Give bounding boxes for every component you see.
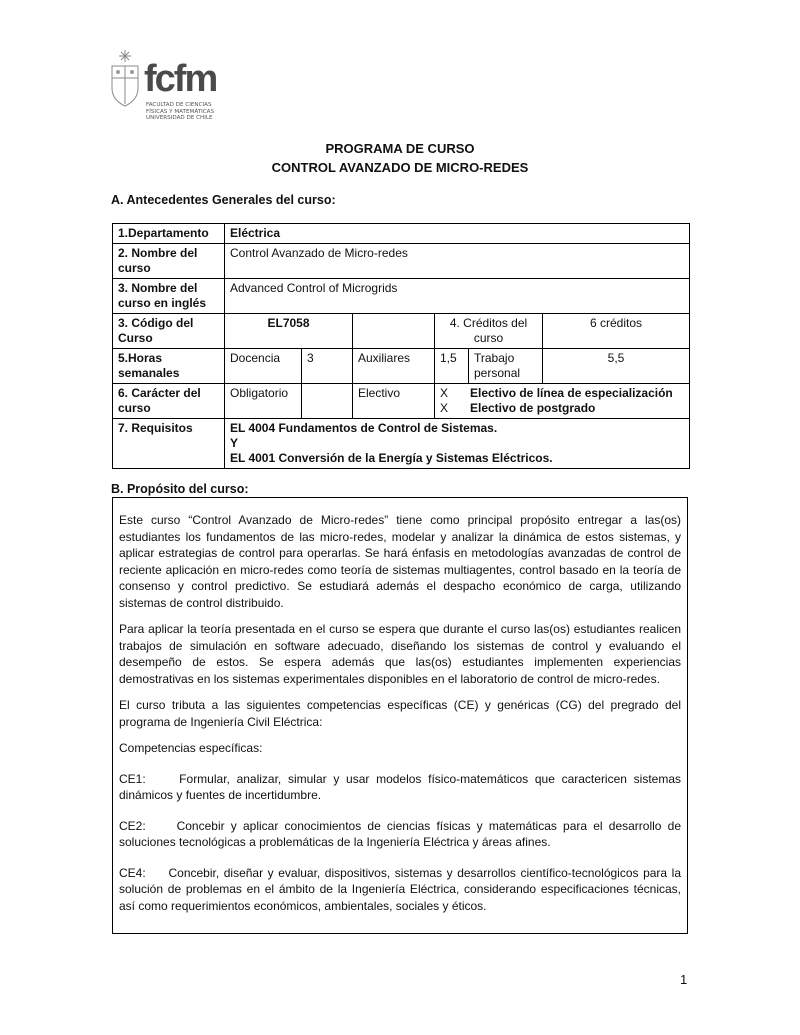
empty-cell xyxy=(353,314,435,349)
purpose-paragraph-2: Para aplicar la teoría presentada en el curso se espera que durante el curso las(os) estudiantes realicen trabajos de simulación en software adecuado, diseñando los sistemas de control y evaluando el desempeño de estos. Se espera además que las(os) estudiantes implementen experiencias demostrativas en los sistemas experimentales disponibles en el laboratorio de control de micro-redes. xyxy=(119,622,681,686)
table-row xyxy=(113,314,690,349)
table-row xyxy=(113,349,690,384)
elective-postgrad-label: Electivo de postgrado xyxy=(470,401,596,415)
requirements xyxy=(225,419,690,469)
competencies-heading: Competencias específicas: xyxy=(119,741,263,755)
aux-value: 1,5 xyxy=(435,349,469,384)
name-label: 2. Nombre del curso xyxy=(113,244,225,279)
elective-mark: X xyxy=(440,401,449,415)
name-en-value: Advanced Control of Microgrids xyxy=(225,279,690,314)
requirement-1: EL 4004 Fundamentos de Control de Sistemas. xyxy=(230,421,498,435)
elective-mark: X xyxy=(440,386,449,400)
dept-value: Eléctrica xyxy=(225,224,690,244)
purpose-paragraph-3: El curso tributa a las siguientes competencias específicas (CE) y genéricas (CG) del pregrado del programa de Ingeniería Civil Eléctrica: xyxy=(119,698,681,729)
obligatorio-label: Obligatorio xyxy=(225,384,302,419)
credits-label: 4. Créditos del curso xyxy=(435,314,543,349)
faculty-logo xyxy=(108,40,233,130)
docencia-label: Docencia xyxy=(225,349,302,384)
course-info-table xyxy=(112,223,690,469)
char-label: 6. Carácter del curso xyxy=(113,384,225,419)
dept-label: 1.Departamento xyxy=(113,224,225,244)
logo-wordmark: fcfm xyxy=(144,58,217,100)
elective-line-label: Electivo de línea de especialización xyxy=(470,386,673,400)
credits-value: 6 créditos xyxy=(543,314,690,349)
purpose-paragraph-1: Este curso “Control Avanzado de Micro-redes” tiene como principal propósito entregar a las(os) estudiantes los fundamentos de las micro-redes, modelar y analizar la dinámica de estos sistemas, y aplicar estrategias de control para operarlas. Se hará énfasis en metodologías avanzadas de control de reciente aplicación en micro-redes como teoría de sistemas multiagentes, control basado en la teoría de consenso y control predictivo. Se estudiará además el despacho económico de carga, utilizando sistemas de control distribuido. xyxy=(119,513,681,610)
table-row xyxy=(113,279,690,314)
requirement-connector: Y xyxy=(230,436,239,450)
name-value: Control Avanzado de Micro-redes xyxy=(225,244,690,279)
code-label: 3. Código del Curso xyxy=(113,314,225,349)
competency-ce1: CE1: Formular, analizar, simular y usar modelos físico-matemáticos que caractericen sistemas dinámicos y fuentes de incertidumbre. xyxy=(119,771,685,802)
competency-ce2: CE2: Concebir y aplicar conocimientos de ciencias físicas y matemáticas para el desarrollo de soluciones tecnológicas a problemáticas de la Ingeniería Eléctrica y áreas afines. xyxy=(119,818,685,849)
aux-label: Auxiliares xyxy=(353,349,435,384)
docencia-value: 3 xyxy=(302,349,353,384)
electivo-label: Electivo xyxy=(353,384,435,419)
table-row xyxy=(113,384,690,419)
table-row xyxy=(113,224,690,244)
page-number: 1 xyxy=(680,972,688,987)
name-en-label: 3. Nombre del curso en inglés xyxy=(113,279,225,314)
trabajo-value: 5,5 xyxy=(543,349,690,384)
trabajo-label: Trabajo personal xyxy=(469,349,543,384)
purpose-box xyxy=(112,497,688,934)
university-seal-icon xyxy=(108,48,142,108)
electivo-options xyxy=(435,384,690,419)
section-b-heading: B. Propósito del curso: xyxy=(111,482,249,496)
section-a-heading: A. Antecedentes Generales del curso: xyxy=(111,193,336,207)
table-row xyxy=(113,419,690,469)
competency-ce4: CE4: Concebir, diseñar y evaluar, dispositivos, sistemas y desarrollos científico-tecnológicos para la solución de problemas en el ámbito de la Ingeniería Eléctrica, considerando especificaciones técnicas, así como requerimientos económicos, ambientales, sociales y éticos. xyxy=(119,865,685,913)
course-title: CONTROL AVANZADO DE MICRO-REDES xyxy=(271,160,529,175)
req-label: 7. Requisitos xyxy=(113,419,225,469)
obligatorio-mark xyxy=(302,384,353,419)
table-row xyxy=(113,244,690,279)
logo-subtitle: FACULTAD DE CIENCIAS FÍSICAS Y MATEMÁTICAS UNIVERSIDAD DE CHILE xyxy=(146,102,215,121)
requirement-2: EL 4001 Conversión de la Energía y Sistemas Eléctricos. xyxy=(230,451,553,465)
program-title: PROGRAMA DE CURSO xyxy=(325,141,475,156)
hours-label: 5.Horas semanales xyxy=(113,349,225,384)
code-value: EL7058 xyxy=(225,314,353,349)
